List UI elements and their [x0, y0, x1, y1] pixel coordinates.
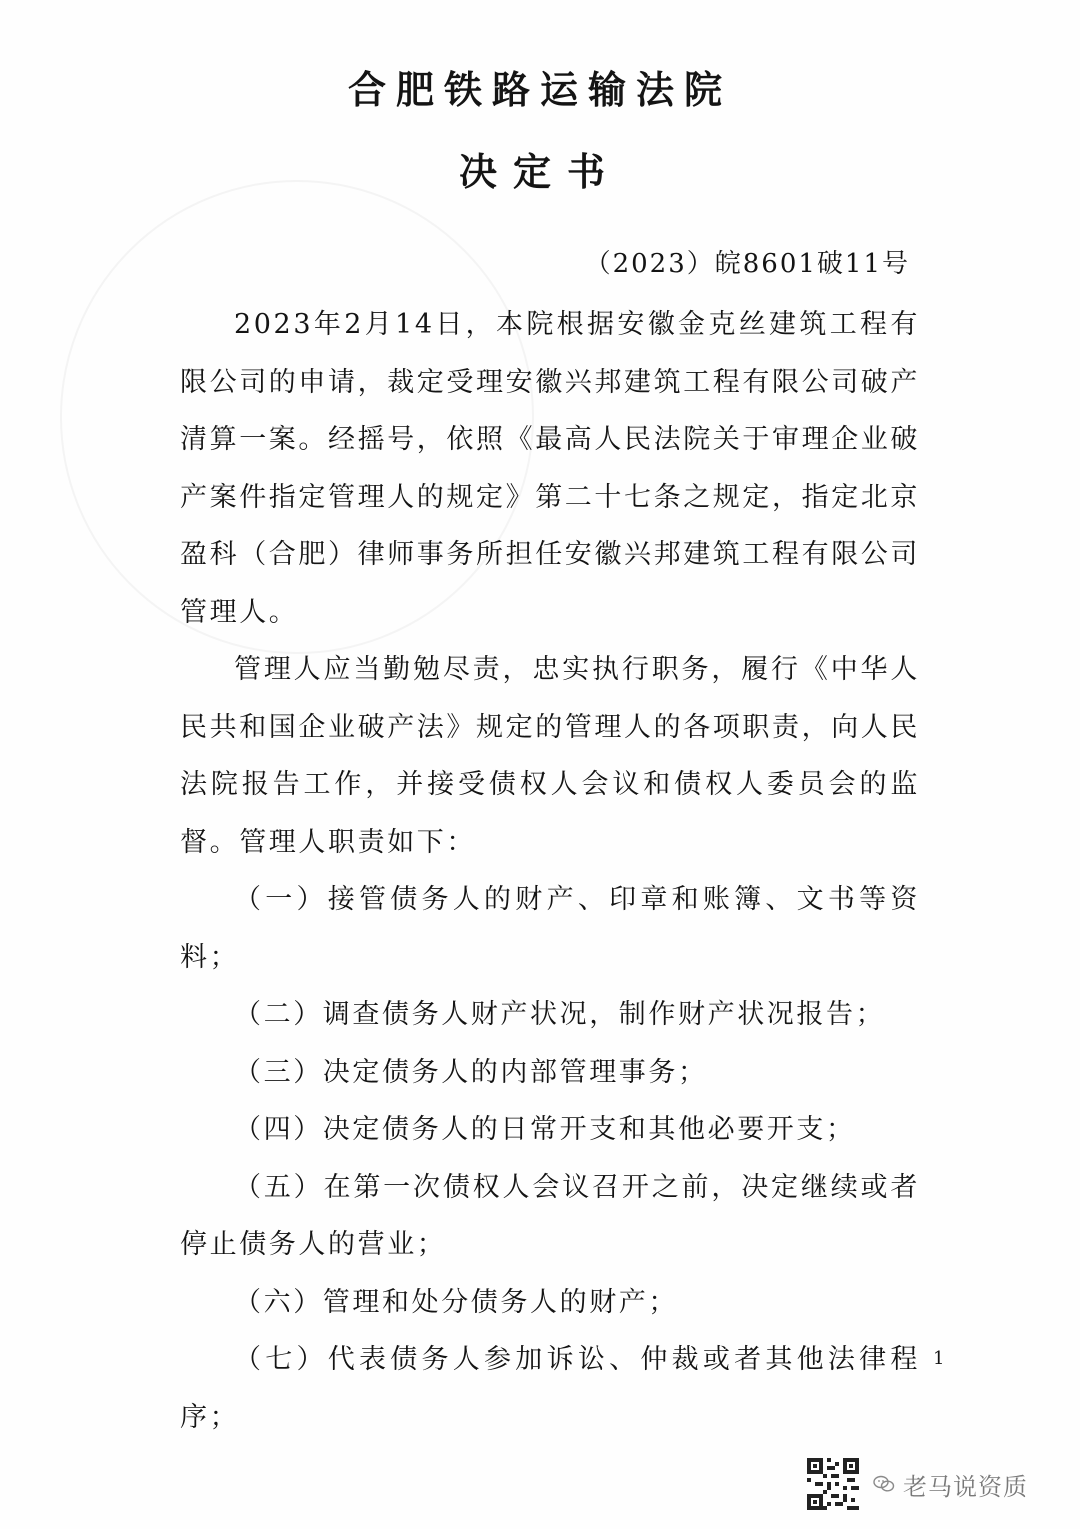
duty-item: （六）管理和处分债务人的财产；	[234, 1286, 678, 1318]
duties-list	[180, 871, 920, 1446]
paragraph: 2023年2月14日，本院根据安徽金克丝建筑工程有限公司的申请，裁定受理安徽兴邦建筑工程有限公司破产清算一案。经摇号，依照《最高人民法院关于审理企业破产案件指定管理人的规定》第二十七条之规定，指定北京盈科（合肥）律师事务所担任安徽兴邦建筑工程有限公司管理人。	[180, 309, 920, 628]
duty-item: （二）调查债务人财产状况，制作财产状况报告；	[234, 999, 886, 1030]
watermark-footer	[807, 1457, 1028, 1511]
wechat-icon	[873, 1474, 895, 1494]
duty-item: （五）在第一次债权人会议召开之前，决定继续或者停止债务人的营业；	[180, 1171, 920, 1260]
case-number: （2023）皖8601破11号	[584, 249, 910, 279]
court-name: 合肥铁路运输法院	[347, 68, 732, 112]
duty-item: （三）决定债务人的内部管理事务；	[234, 1056, 708, 1088]
duty-item: （一）接管债务人的财产、印章和账簿、文书等资料；	[180, 884, 920, 973]
page-number: 1	[933, 1348, 945, 1369]
paragraph: 管理人应当勤勉尽责，忠实执行职务，履行《中华人民共和国企业破产法》规定的管理人的各项职责，向人民法院报告工作，并接受债权人会议和债权人委员会的监督。管理人职责如下：	[180, 654, 920, 858]
duty-item: （七）代表债务人参加诉讼、仲裁或者其他法律程序；	[180, 1344, 920, 1433]
watermark-text: 老马说资质	[903, 1472, 1028, 1501]
document-body	[180, 296, 920, 1446]
duty-item: （四）决定债务人的日常开支和其他必要开支；	[234, 1114, 856, 1145]
document-type: 决定书	[458, 150, 621, 194]
qr-code[interactable]	[807, 1458, 859, 1510]
